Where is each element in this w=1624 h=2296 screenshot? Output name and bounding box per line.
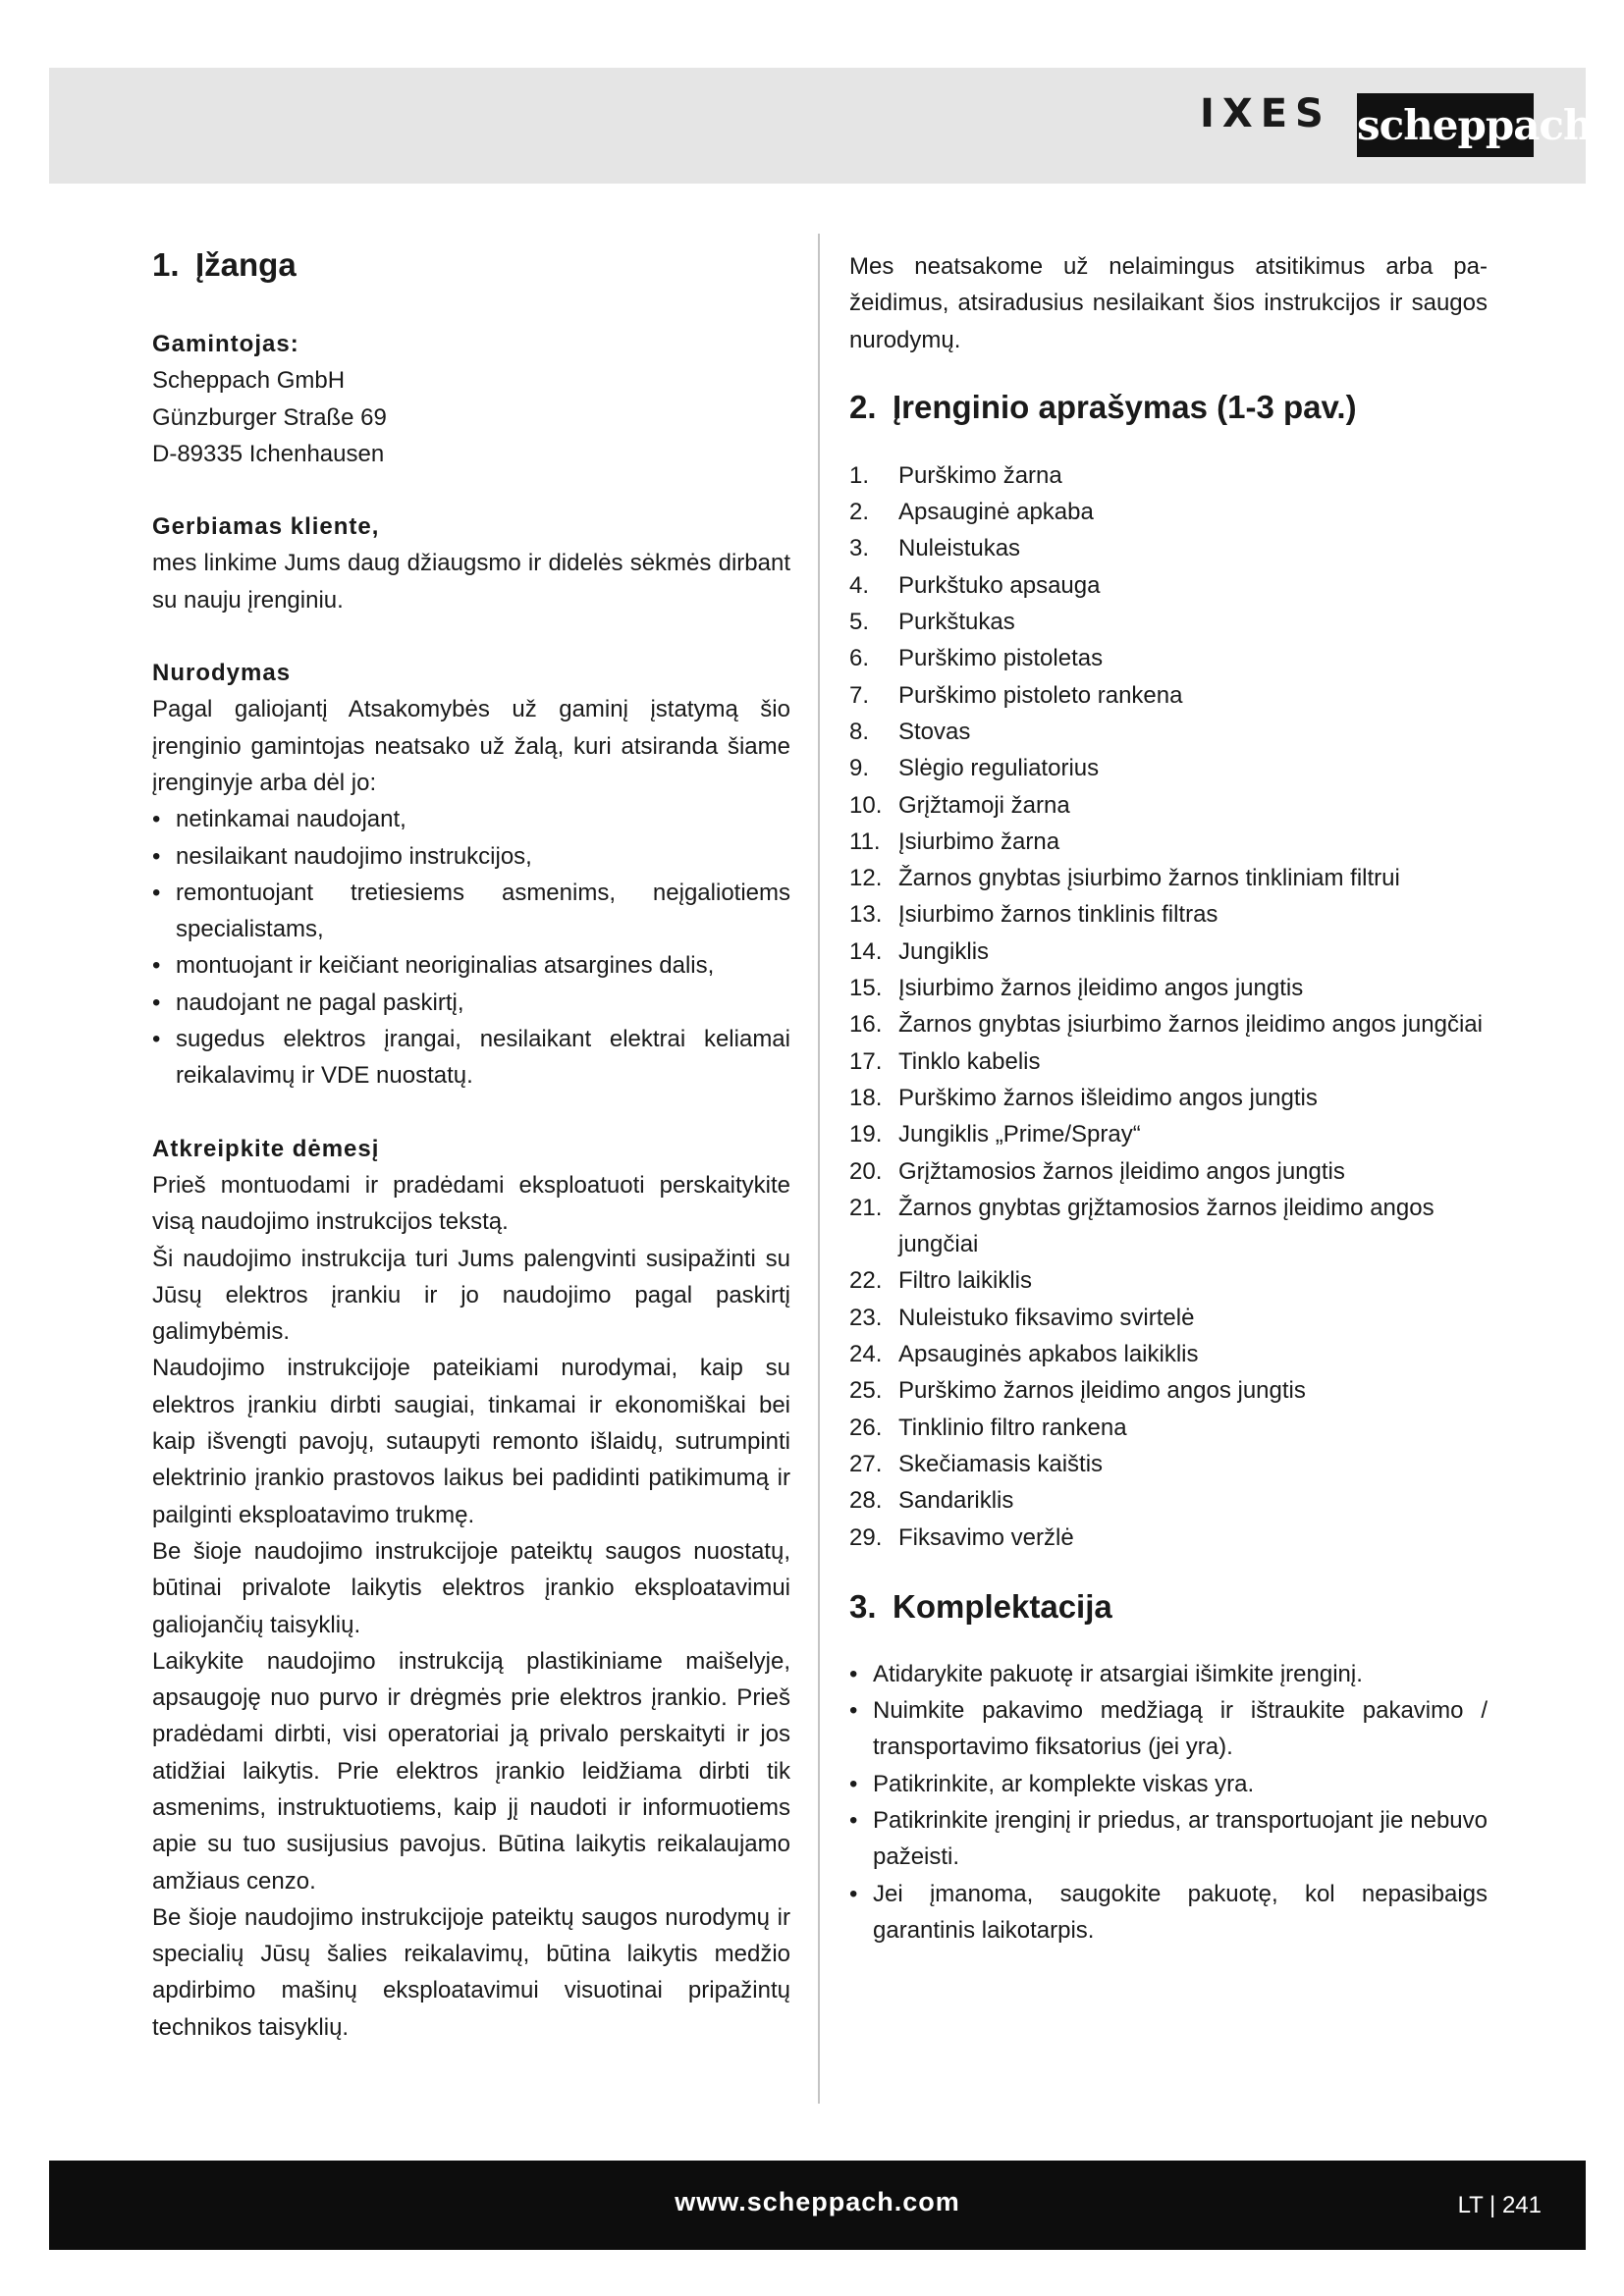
list-item: • Jei įmanoma, saugokite pakuotę, kol nepasibaigs garantinis laikotarpis. <box>849 1876 1488 1949</box>
part-item <box>849 824 1488 860</box>
heading-contents <box>849 1587 1488 1627</box>
attention-label: Atkreipkite dėmesį <box>152 1135 380 1162</box>
attention-paragraph: Laikykite naudojimo instrukciją plastikiniame maišelyje, apsaugoję nuo purvo ir drėgmės prie elektros įrankio. Prieš pradėdami dirbti, visi operatoriai ją privalo perskaityti ir jos atidžiai laikytis. Prie elektros įrankio leidžiama dirbti tik asmenims, instruktuotiems, kaip jį naudoti ir informuotiems apie su tuo susijusius pavojus. Būtina laikytis reikalaujamo amžiaus cenzo. <box>152 1647 790 1895</box>
part-number: 23. <box>849 1304 883 1331</box>
attention-paragraph: Ši naudojimo instrukcija turi Jums palengvinti susipažinti su Jūsų elektros įrankiu ir jo naudojimo pagal paskirtį galimybėmis. <box>152 1245 790 1346</box>
part-label: Grįžtamosios žarnos įleidimo angos jungtis <box>898 1157 1345 1185</box>
attention-paragraph: Be šioje naudojimo instrukcijoje pateiktų saugos nuostatų, būtinai privalote laikytis elektros įrankio eksploatavimui galiojančių taisyklių. <box>152 1537 790 1638</box>
part-item <box>849 1006 1488 1042</box>
list-item: • Atidarykite pakuotę ir atsargiai išimkite įrenginį. <box>849 1656 1488 1692</box>
part-label: Sandariklis <box>898 1487 1014 1515</box>
attention-paragraph: Prieš montuodami ir pradėdami eksploatuoti perskaitykite visą naudojimo instrukcijos tekstą. <box>152 1171 790 1236</box>
part-number: 7. <box>849 681 870 709</box>
part-number: 2. <box>849 499 870 526</box>
heading-device-description <box>849 388 1488 427</box>
part-label: Purškimo žarna <box>898 461 1062 489</box>
address-line: D-89335 Ichenhausen <box>152 440 385 467</box>
heading-number: 2. <box>849 388 877 425</box>
part-item <box>849 1262 1488 1299</box>
list-item: • Patikrinkite įrenginį ir priedus, ar transportuojant jie nebuvo pažeisti. <box>849 1802 1488 1876</box>
part-number: 13. <box>849 901 883 929</box>
part-number: 25. <box>849 1377 883 1405</box>
part-item <box>849 1043 1488 1080</box>
part-label: Purškimo žarnos įleidimo angos jungtis <box>898 1377 1306 1405</box>
manufacturer-label: Gamintojas: <box>152 331 299 357</box>
part-label: Purkštukas <box>898 609 1015 636</box>
part-label: Jungiklis „Prime/Spray“ <box>898 1121 1141 1148</box>
part-item <box>849 860 1488 896</box>
part-number: 1. <box>849 461 870 489</box>
kit-bullets <box>849 1656 1488 1949</box>
address-line: Scheppach GmbH <box>152 367 346 395</box>
part-item <box>849 714 1488 750</box>
part-number: 17. <box>849 1047 883 1075</box>
part-label: Stovas <box>898 718 971 745</box>
heading-introduction <box>152 245 790 285</box>
part-label: Purškimo pistoletas <box>898 645 1104 672</box>
ixes-logo: IXES <box>1200 91 1331 136</box>
address-line: Günzburger Straße 69 <box>152 403 387 431</box>
part-number: 21. <box>849 1194 883 1221</box>
part-number: 11. <box>849 828 881 855</box>
part-label: Įsiurbimo žarnos įleidimo angos jungtis <box>898 975 1304 1002</box>
right-column <box>849 248 1488 1949</box>
attention-paragraph: Naudojimo instrukcijoje pateikiami nurodymai, kaip su elektros įrankiu dirbti saugiai, tinkamai ir ekonomiškai bei kaip išvengti pavojų, sutaupyti remonto išlaidų, sutrumpinti elektrinio įrankio prastovos laikus bei padidinti patikimumą ir pailginti eksploatavimo trukmę. <box>152 1355 790 1528</box>
scheppach-logo: scheppach <box>1357 93 1534 157</box>
greeting-text: mes linkime Jums daug džiaugsmo ir didelės sėkmės dirbant su nauju įrenginiu. <box>152 550 790 614</box>
part-label: Purškimo pistoleto rankena <box>898 681 1183 709</box>
part-label: Įsiurbimo žarnos tinklinis filtras <box>898 901 1218 929</box>
attention-paragraph: Be šioje naudojimo instrukcijoje pateiktų saugos nurodymų ir specialių Jūsų šalies reikalavimų, būtina laikytis medžio apdirbimo mašinų eksploatavimui visuotinai pripažintų technikos taisyklių. <box>152 1903 790 2041</box>
part-label: Slėgio reguliatorius <box>898 755 1100 782</box>
part-item <box>849 1300 1488 1336</box>
list-item: • montuojant ir keičiant neoriginalias atsargines dalis, <box>152 947 790 984</box>
heading-text: Įžanga <box>195 246 297 283</box>
part-number: 27. <box>849 1450 883 1477</box>
part-item <box>849 896 1488 933</box>
list-item: • Nuimkite pakavimo medžiagą ir ištraukite pakavimo / transportavimo fiksatorius (jei yra). <box>849 1692 1488 1766</box>
part-number: 5. <box>849 609 870 636</box>
part-item <box>849 457 1488 494</box>
part-label: Grįžtamoji žarna <box>898 791 1070 819</box>
part-item <box>849 604 1488 640</box>
footer-band <box>49 2161 1586 2250</box>
part-label: Filtro laikiklis <box>898 1267 1033 1295</box>
part-item <box>849 530 1488 566</box>
part-number: 18. <box>849 1084 883 1111</box>
footer-url: www.scheppach.com <box>675 2187 960 2216</box>
list-item: • Patikrinkite, ar komplekte viskas yra. <box>849 1766 1488 1802</box>
part-label: Tinklo kabelis <box>898 1047 1041 1075</box>
part-number: 9. <box>849 755 870 782</box>
part-number: 28. <box>849 1487 883 1515</box>
part-item <box>849 1410 1488 1446</box>
part-item <box>849 970 1488 1006</box>
part-number: 8. <box>849 718 870 745</box>
part-number: 20. <box>849 1157 883 1185</box>
part-label: Apsauginė apkaba <box>898 499 1094 526</box>
part-number: 22. <box>849 1267 883 1295</box>
part-item <box>849 1190 1488 1263</box>
greeting-label: Gerbiamas kliente, <box>152 513 380 541</box>
part-label: Žarnos gnybtas įsiurbimo žarnos įleidimo angos jungčiai <box>898 1011 1483 1039</box>
part-label: Nuleistuko fiksavimo svirtelė <box>898 1304 1195 1331</box>
part-label: Žarnos gnybtas grįžtamosios žarnos įleidimo angos jungčiai <box>898 1194 1435 1258</box>
column-divider <box>818 234 820 2104</box>
heading-number: 3. <box>849 1587 877 1625</box>
note-label: Nurodymas <box>152 660 292 687</box>
list-item: • netinkamai naudojant, <box>152 801 790 837</box>
part-item <box>849 1446 1488 1482</box>
part-item <box>849 640 1488 676</box>
list-item: • nesilaikant naudojimo instrukcijos, <box>152 838 790 875</box>
part-item <box>849 1116 1488 1152</box>
list-item: • naudojant ne pagal paskirtį, <box>152 985 790 1021</box>
part-label: Jungiklis <box>898 937 990 965</box>
part-item <box>849 567 1488 604</box>
part-item <box>849 494 1488 530</box>
part-number: 15. <box>849 975 883 1002</box>
page-number: LT | 241 <box>1457 2192 1542 2218</box>
note-text: Pagal galiojantį Atsakomybės už gaminį įstatymą šio įrenginio gamintojas neatsako už žalą, kuri atsiranda šiame įrenginyje arba dėl jo: <box>152 696 790 796</box>
part-item <box>849 1080 1488 1116</box>
heading-text: Įrenginio aprašymas (1-3 pav.) <box>893 388 1357 425</box>
part-number: 3. <box>849 535 870 562</box>
part-label: Skečiamasis kaištis <box>898 1450 1104 1477</box>
list-item: • sugedus elektros įrangai, nesilaikant elektrai keliamai reikalavimų ir VDE nuostatų. <box>152 1021 790 1095</box>
heading-number: 1. <box>152 246 180 283</box>
note-bullets <box>152 801 790 1094</box>
part-item <box>849 934 1488 970</box>
part-item <box>849 787 1488 824</box>
part-item <box>849 1520 1488 1556</box>
part-number: 29. <box>849 1523 883 1551</box>
left-column <box>152 245 790 2046</box>
part-label: Purškimo žarnos išleidimo angos jungtis <box>898 1084 1318 1111</box>
list-item: • remontuojant tretiesiems asmenims, neįgaliotiems specialistams, <box>152 875 790 948</box>
part-item <box>849 677 1488 714</box>
parts-list <box>849 457 1488 1556</box>
part-item <box>849 750 1488 786</box>
part-number: 16. <box>849 1011 883 1039</box>
part-item <box>849 1153 1488 1190</box>
part-label: Purkštuko apsauga <box>898 571 1101 599</box>
part-label: Fiksavimo veržlė <box>898 1523 1074 1551</box>
part-item <box>849 1482 1488 1519</box>
part-number: 10. <box>849 791 883 819</box>
part-number: 4. <box>849 571 870 599</box>
part-number: 14. <box>849 937 883 965</box>
part-number: 12. <box>849 865 883 892</box>
part-number: 19. <box>849 1121 883 1148</box>
part-label: Nuleistukas <box>898 535 1021 562</box>
intro-text: Mes neatsakome už nelaimingus atsitikimus arba pažeidimus, atsiradusius nesilaikant šios instrukcijos ir saugos nurodymų. <box>849 253 1488 353</box>
part-label: Įsiurbimo žarna <box>898 828 1060 855</box>
part-number: 6. <box>849 645 870 672</box>
part-number: 26. <box>849 1414 883 1441</box>
heading-text: Komplektacija <box>893 1587 1112 1625</box>
part-label: Žarnos gnybtas įsiurbimo žarnos tinkliniam filtrui <box>898 865 1400 892</box>
part-label: Tinklinio filtro rankena <box>898 1414 1127 1441</box>
part-number: 24. <box>849 1341 883 1368</box>
header-band <box>49 68 1586 184</box>
part-item <box>849 1336 1488 1372</box>
part-item <box>849 1372 1488 1409</box>
part-label: Apsauginės apkabos laikiklis <box>898 1341 1199 1368</box>
